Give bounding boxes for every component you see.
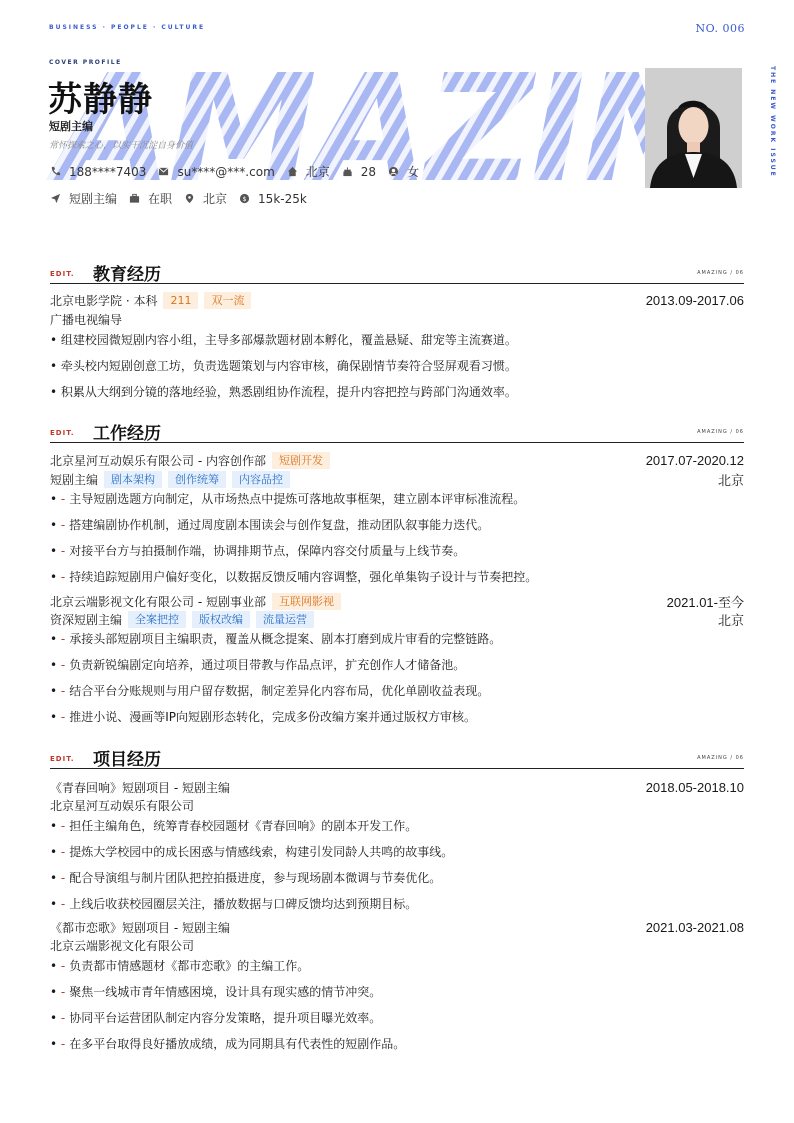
education-school-line [50, 292, 744, 309]
list-item: • - 提炼大学校园中的成长困惑与情感线索，构建引发同龄人共鸣的故事线。 [50, 845, 454, 859]
candidate-name: 苏静静 [48, 80, 153, 120]
job-intent-row [50, 190, 319, 207]
school-name: 北京电影学院 · 本科 [50, 294, 158, 308]
contact-gender [388, 163, 419, 180]
profile-photo [645, 68, 742, 188]
gender-value: 女 [407, 165, 420, 179]
company-name: 北京云端影视文化有限公司 - 短剧事业部 [50, 595, 266, 609]
section-project-header [50, 745, 744, 769]
list-item: • - 负责新锐编剧定向培养，通过项目带教与作品点评，扩充创作人才储备池。 [50, 658, 466, 672]
portrait-image [645, 68, 742, 188]
cake-icon [342, 166, 353, 177]
section-education-header [50, 260, 744, 284]
list-item: • 牵头校内短剧创意工坊，负责选题策划与内容审核，确保剧情节奏符合竖屏观看习惯。 [50, 359, 517, 373]
work-title-line [50, 610, 744, 629]
briefcase-icon [129, 193, 140, 204]
list-item: • - 上线后收获校园圈层关注，播放数据与口碑反馈均达到预期目标。 [50, 897, 418, 911]
contact-city [287, 163, 330, 180]
svg-text:$: $ [242, 194, 247, 203]
list-item: • - 结合平台分账规则与用户留存数据，制定差异化内容布局，优化单剧收益表现。 [50, 684, 490, 698]
skill-tag: 版权改编 [192, 611, 250, 628]
user-icon [388, 166, 399, 177]
contact-age [342, 165, 376, 179]
age-value: 28 [360, 164, 377, 179]
project-name: 《都市恋歌》短剧项目 - 短剧主编 [50, 921, 230, 935]
list-item: • - 承接头部短剧项目主编职责，覆盖从概念提案、剧本打磨到成片审看的完整链路。 [50, 632, 502, 646]
section-issue-label: AMAZING / 06 [697, 755, 744, 761]
company-name: 北京星河互动娱乐有限公司 - 内容创作部 [50, 454, 266, 468]
list-item: • - 推进小说、漫画等IP向短剧形态转化，完成多份改编方案并通过版权方审核。 [50, 710, 477, 724]
education-major: 广播电视编导 [50, 313, 123, 327]
list-item: • - 主导短剧选题方向制定，从市场热点中提炼可落地故事框架，建立剧本评审标准流程。 [50, 492, 526, 506]
list-item: • - 担任主编角色，统筹青春校园题材《青春回响》的剧本开发工作。 [50, 819, 418, 833]
phone-icon [50, 166, 61, 177]
edit-label: EDIT. [50, 270, 75, 278]
intent-status-value: 在职 [148, 192, 173, 206]
intent-status [129, 190, 172, 207]
work-location: 北京 [717, 613, 744, 628]
phone-value: 188****7403 [69, 164, 147, 179]
city-value: 北京 [305, 165, 330, 179]
school-tag: 211 [163, 292, 198, 309]
intent-city [184, 190, 227, 207]
list-item: • - 配合导演组与制片团队把控拍摄进度，参与现场剧本微调与节奏优化。 [50, 871, 442, 885]
industry-tag: 短剧开发 [272, 452, 330, 469]
issue-number: NO. 006 [695, 22, 745, 35]
work-date: 2017.07-2020.12 [645, 453, 744, 468]
work-date: 2021.01-至今 [666, 595, 744, 610]
list-item: • - 对接平台方与拍摄制作端，协调排期节点，保障内容交付质量与上线节奏。 [50, 544, 466, 558]
contact-email [158, 165, 274, 179]
section-title: 项目经历 [93, 750, 161, 770]
section-issue-label: AMAZING / 06 [697, 429, 744, 435]
list-item: • - 聚焦一线城市青年情感困境，设计具有现实感的情节冲突。 [50, 985, 382, 999]
list-item: • - 在多平台取得良好播放成绩，成为同期具有代表性的短剧作品。 [50, 1037, 406, 1051]
intent-salary [239, 192, 307, 206]
side-vertical-text: THE NEW WORK ISSUE [769, 66, 776, 178]
section-title: 教育经历 [93, 265, 161, 285]
contact-phone [50, 165, 146, 179]
section-work-header [50, 419, 744, 443]
project-title-line [50, 919, 744, 936]
project-date: 2018.05-2018.10 [645, 780, 744, 795]
home-icon [287, 166, 298, 177]
email-value: su****@***.com [177, 164, 275, 179]
contact-row [50, 163, 431, 180]
list-item: • - 协同平台运营团队制定内容分发策略，提升项目曝光效率。 [50, 1011, 382, 1025]
intent-position [50, 190, 117, 207]
list-item: • - 搭建编剧协作机制，通过周度剧本围读会与创作复盘，推动团队叙事能力迭代。 [50, 518, 490, 532]
location-pin-icon [184, 193, 195, 204]
list-item: • 组建校园微短剧内容小组，主导多部爆款题材剧本孵化，覆盖悬疑、甜宠等主流赛道。 [50, 333, 517, 347]
candidate-role: 短剧主编 [49, 120, 93, 133]
list-item: • - 持续追踪短剧用户偏好变化，以数据反馈反哺内容调整，强化单集钩子设计与节奏把控。 [50, 570, 538, 584]
project-date: 2021.03-2021.08 [645, 920, 744, 935]
intent-salary-value: 15k-25k [258, 191, 307, 206]
masthead-tagline: BUSINESS · PEOPLE · CULTURE [49, 24, 206, 31]
education-date: 2013.09-2017.06 [645, 293, 744, 308]
skill-tag: 流量运营 [256, 611, 314, 628]
send-icon [50, 193, 61, 204]
edit-label: EDIT. [50, 755, 75, 763]
intent-position-value: 短剧主编 [69, 192, 118, 206]
skill-tag: 全案把控 [128, 611, 186, 628]
section-issue-label: AMAZING / 06 [697, 270, 744, 276]
list-item: • - 负责都市情感题材《都市恋歌》的主编工作。 [50, 959, 310, 973]
skill-tag: 剧本架构 [104, 471, 162, 488]
project-title-line [50, 779, 744, 796]
project-name: 《青春回响》短剧项目 - 短剧主编 [50, 781, 230, 795]
mail-icon [158, 166, 169, 177]
skill-tag: 创作统筹 [168, 471, 226, 488]
candidate-motto: 常怀探索之心，以实干沉淀自身价值 [49, 141, 194, 151]
section-title: 工作经历 [93, 424, 161, 444]
industry-tag: 互联网影视 [272, 593, 341, 610]
skill-tag: 内容品控 [232, 471, 290, 488]
work-location: 北京 [717, 473, 744, 488]
work-company-line [50, 592, 744, 611]
job-title: 短剧主编 [50, 473, 99, 487]
cover-label: COVER PROFILE [49, 59, 122, 66]
work-company-line [50, 452, 744, 469]
school-tag: 双一流 [204, 292, 251, 309]
money-icon [239, 193, 250, 204]
work-title-line [50, 470, 744, 489]
intent-city-value: 北京 [203, 192, 228, 206]
edit-label: EDIT. [50, 429, 75, 437]
project-company: 北京云端影视文化有限公司 [50, 939, 195, 953]
project-company: 北京星河互动娱乐有限公司 [50, 799, 195, 813]
job-title: 资深短剧主编 [50, 613, 123, 627]
list-item: • 积累从大纲到分镜的落地经验，熟悉剧组协作流程，提升内容把控与跨部门沟通效率。 [50, 385, 517, 399]
